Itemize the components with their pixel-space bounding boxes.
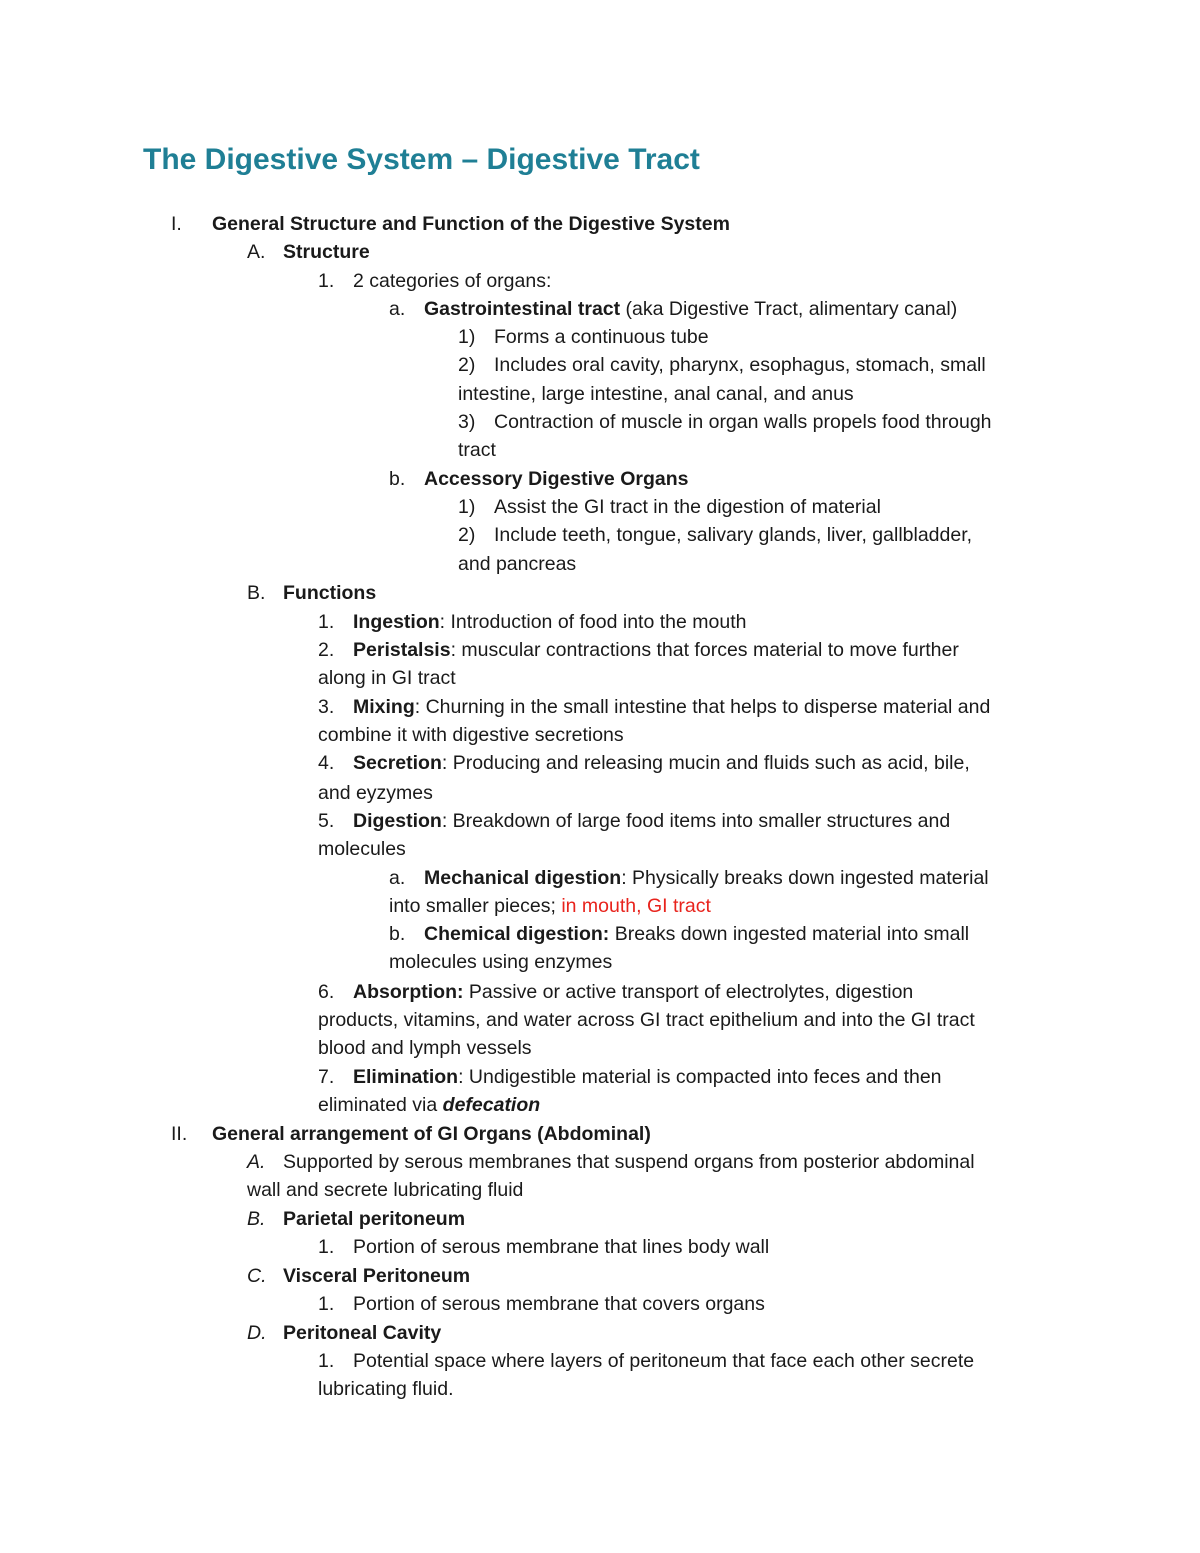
- list-marker: 2): [458, 354, 476, 376]
- list-marker: 6.: [318, 981, 335, 1003]
- list-item: [0, 493, 1200, 521]
- list-item: [0, 1233, 1200, 1261]
- list-marker: 3.: [318, 696, 335, 718]
- section-1-heading-row: [0, 210, 1200, 238]
- list-marker: A.: [247, 241, 266, 263]
- list-item-text: [353, 636, 959, 664]
- continuation-text: into smaller pieces;: [389, 895, 562, 917]
- list-item-text: [353, 693, 990, 721]
- list-item-text: [424, 295, 957, 323]
- term: Accessory Digestive Organs: [424, 468, 689, 490]
- list-item: [0, 267, 1200, 295]
- list-item: [0, 521, 1200, 549]
- list-marker: B.: [247, 582, 266, 604]
- list-item-continuation: molecules: [318, 838, 406, 860]
- list-marker: C.: [247, 1265, 267, 1287]
- definition: (aka Digestive Tract, alimentary canal): [620, 298, 958, 320]
- list-marker: D.: [247, 1322, 267, 1344]
- subsection-row: [0, 1262, 1200, 1290]
- list-marker: 1.: [318, 1236, 335, 1258]
- definition: Passive or active transport of electrolytes, digestion: [463, 981, 914, 1003]
- list-marker: B.: [247, 1208, 266, 1230]
- subsection-b-row: [0, 579, 1200, 607]
- subsection-row: [0, 1205, 1200, 1233]
- list-item: [0, 608, 1200, 636]
- term: Chemical digestion:: [424, 923, 610, 945]
- section-heading: General Structure and Function of the Digestive System: [212, 213, 730, 235]
- list-item-continuation: wall and secrete lubricating fluid: [247, 1179, 524, 1201]
- list-item-continuation: lubricating fluid.: [318, 1378, 454, 1400]
- list-item: [0, 1290, 1200, 1318]
- term: Absorption:: [353, 981, 464, 1003]
- list-item-text: Portion of serous membrane that covers organs: [353, 1293, 765, 1315]
- list-item-text: 2 categories of organs:: [353, 270, 552, 292]
- list-marker: 2): [458, 524, 476, 546]
- list-marker: I.: [171, 213, 182, 235]
- list-item-text: Include teeth, tongue, salivary glands, liver, gallbladder,: [494, 524, 973, 546]
- list-item-text: [424, 864, 989, 892]
- subsection-heading: Functions: [283, 582, 377, 604]
- section-heading: General arrangement of GI Organs (Abdominal): [212, 1123, 651, 1145]
- list-item: [0, 978, 1200, 1006]
- list-item-continuation: intestine, large intestine, anal canal, and anus: [458, 383, 854, 405]
- definition: : muscular contractions that forces material to move further: [450, 639, 959, 661]
- subsection-row: [0, 1319, 1200, 1347]
- list-item: [0, 408, 1200, 436]
- term: Digestion: [353, 810, 442, 832]
- definition: : Breakdown of large food items into smaller structures and: [441, 810, 951, 832]
- list-item-text: [424, 920, 969, 948]
- page-title: The Digestive System – Digestive Tract: [143, 143, 700, 176]
- list-item-text: Supported by serous membranes that suspend organs from posterior abdominal: [283, 1151, 975, 1173]
- list-item-continuation: molecules using enzymes: [389, 951, 613, 973]
- list-marker: b.: [389, 923, 406, 945]
- list-marker: 7.: [318, 1066, 335, 1088]
- subsection-heading: Visceral Peritoneum: [283, 1265, 471, 1287]
- list-marker: a.: [389, 298, 406, 320]
- list-item-text: Forms a continuous tube: [494, 326, 709, 348]
- list-item: [0, 807, 1200, 835]
- list-item-continuation: combine it with digestive secretions: [318, 724, 624, 746]
- list-item: [0, 295, 1200, 323]
- term: Ingestion: [353, 611, 440, 633]
- list-item-continuation: along in GI tract: [318, 667, 456, 689]
- subsection-a-row: [0, 238, 1200, 266]
- section-2-heading-row: [0, 1120, 1200, 1148]
- list-marker: 5.: [318, 810, 335, 832]
- definition: : Introduction of food into the mouth: [439, 611, 747, 633]
- list-item-continuation: tract: [458, 439, 496, 461]
- subsection-heading: Peritoneal Cavity: [283, 1322, 442, 1344]
- list-item-continuation: products, vitamins, and water across GI tract epithelium and into the GI tract: [318, 1009, 975, 1031]
- list-item-continuation: blood and lymph vessels: [318, 1037, 532, 1059]
- definition: : Producing and releasing mucin and fluids such as acid, bile,: [441, 752, 970, 774]
- list-item: [0, 1347, 1200, 1375]
- list-marker: 1.: [318, 270, 335, 292]
- list-marker: b.: [389, 468, 406, 490]
- list-item: [0, 749, 1200, 777]
- list-item-text: [353, 608, 746, 636]
- definition: : Churning in the small intestine that helps to disperse material and: [414, 696, 991, 718]
- list-item-text: Potential space where layers of peritoneum that face each other secrete: [353, 1350, 975, 1372]
- list-item: [0, 864, 1200, 892]
- list-marker: II.: [171, 1123, 188, 1145]
- subsection-heading: Structure: [283, 241, 370, 263]
- list-item-text: [353, 807, 950, 835]
- list-marker: a.: [389, 867, 406, 889]
- list-item-text: [353, 749, 970, 777]
- definition: Breaks down ingested material into small: [609, 923, 970, 945]
- term: Mixing: [353, 696, 415, 718]
- term: Elimination: [353, 1066, 459, 1088]
- list-item: [0, 1063, 1200, 1091]
- list-item-text: [353, 1063, 942, 1091]
- term: Gastrointestinal tract: [424, 298, 621, 320]
- list-item: [0, 636, 1200, 664]
- list-item: [0, 920, 1200, 948]
- list-marker: 3): [458, 411, 476, 433]
- list-item-continuation: [318, 1091, 540, 1119]
- list-item-continuation: [389, 892, 711, 920]
- list-item: [0, 323, 1200, 351]
- list-item-text: Includes oral cavity, pharynx, esophagus, stomach, small: [494, 354, 986, 376]
- term: Peristalsis: [353, 639, 451, 661]
- definition: : Physically breaks down ingested material: [621, 867, 989, 889]
- list-marker: 1.: [318, 611, 335, 633]
- definition: : Undigestible material is compacted into feces and then: [458, 1066, 942, 1088]
- list-item-continuation: and eyzymes: [318, 782, 433, 804]
- list-item: [0, 1148, 1200, 1176]
- subsection-heading: Parietal peritoneum: [283, 1208, 466, 1230]
- list-marker: 1.: [318, 1293, 335, 1315]
- list-marker: 1): [458, 496, 476, 518]
- list-item-text: Contraction of muscle in organ walls propels food through: [494, 411, 992, 433]
- list-item: [0, 693, 1200, 721]
- highlighted-note: in mouth, GI tract: [561, 895, 711, 917]
- list-marker: A.: [247, 1151, 266, 1173]
- list-marker: 1): [458, 326, 476, 348]
- list-item: [0, 465, 1200, 493]
- list-item: [0, 351, 1200, 379]
- continuation-text: eliminated via: [318, 1094, 443, 1116]
- list-marker: 4.: [318, 752, 335, 774]
- list-item-text: Assist the GI tract in the digestion of material: [494, 496, 881, 518]
- term: Mechanical digestion: [424, 867, 622, 889]
- emphasized-term: defecation: [442, 1094, 541, 1116]
- list-item-text: [353, 978, 913, 1006]
- list-item-text: Portion of serous membrane that lines body wall: [353, 1236, 770, 1258]
- term: Secretion: [353, 752, 442, 774]
- list-marker: 2.: [318, 639, 335, 661]
- list-marker: 1.: [318, 1350, 335, 1372]
- list-item-continuation: and pancreas: [458, 553, 577, 575]
